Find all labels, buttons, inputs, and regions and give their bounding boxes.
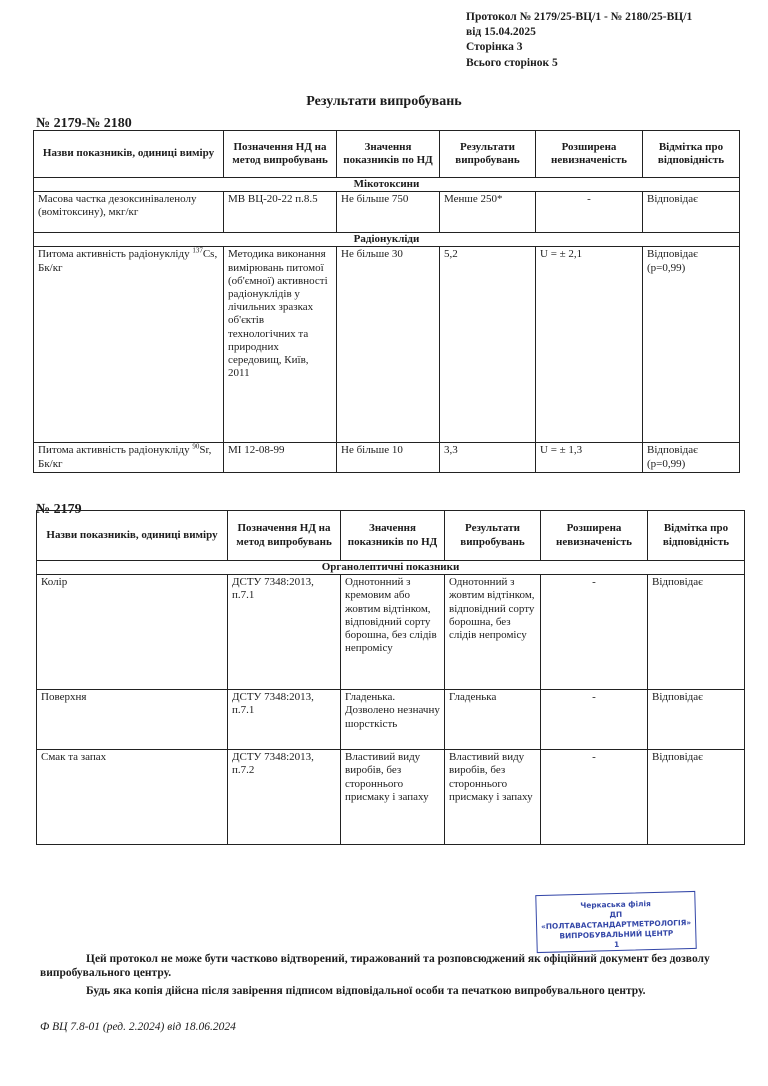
group-title-organoleptic: Органолептичні показники <box>37 561 745 575</box>
cell-method: ДСТУ 7348:2013, п.7.2 <box>228 750 341 845</box>
isotope-mass-number: 90 <box>192 442 200 451</box>
stamp-line-center: ВИПРОБУВАЛЬНИЙ ЦЕНТР <box>559 928 674 941</box>
group-row <box>34 233 740 247</box>
section-label-2179-2180: № 2179-№ 2180 <box>36 116 132 131</box>
table-header-row <box>34 131 740 178</box>
cell-uncertainty: U = ± 2,1 <box>536 247 643 443</box>
cell-result: 5,2 <box>440 247 536 443</box>
cell-method: Методика виконання вимірювань питомої (об'ємної) активності радіонуклідів у лічильних зразках об'єктів технологічних та природних середовищ, Київ, 2011 <box>224 247 337 443</box>
group-row <box>37 561 745 575</box>
cell-name-suffix: Cs, Бк/кг <box>38 248 218 274</box>
column-header-norm: Значення показників по НД <box>337 131 440 178</box>
cell-norm: Гладенька. Дозволено незначну шорсткість <box>341 690 445 750</box>
cell-uncertainty: - <box>536 192 643 233</box>
table-header-row <box>37 511 745 561</box>
cell-norm: Не більше 30 <box>337 247 440 443</box>
column-header-result: Результати випробувань <box>440 131 536 178</box>
cell-uncertainty: - <box>541 690 648 750</box>
cell-result: Гладенька <box>445 690 541 750</box>
cell-conformity: Відповідає <box>648 750 745 845</box>
column-header-uncertainty: Розширена невизначеність <box>541 511 648 561</box>
protocol-number: Протокол № 2179/25-ВЦ/1 - № 2180/25-ВЦ/1 <box>466 11 693 23</box>
cell-name <box>34 247 224 443</box>
cell-uncertainty: - <box>541 575 648 690</box>
column-header-conformity: Відмітка про відповідність <box>648 511 745 561</box>
footer-note-copy-validity: Будь яка копія дійсна після завірення підписом відповідальної особи та печаткою випробувального центру. <box>86 985 646 997</box>
cell-name: Масова частка дезоксиніваленолу (вомітоксину), мкг/кг <box>34 192 224 233</box>
cell-norm: Однотонний з кремовим або жовтим відтінком, відповідний сорту борошна, без слідів непромісу <box>341 575 445 690</box>
stamp-line-enterprise: ДП «ПОЛТАВАСТАНДАРТМЕТРОЛОГІЯ» <box>540 909 692 931</box>
cell-name-suffix: Sr, Бк/кг <box>38 444 212 470</box>
column-header-name: Назви показників, одиниці виміру <box>37 511 228 561</box>
cell-uncertainty: - <box>541 750 648 845</box>
stamp-line-number: 1 <box>613 939 620 949</box>
cell-norm: Властивий виду виробів, без стороннього присмаку і запаху <box>341 750 445 845</box>
table-row <box>37 690 745 750</box>
footer-note-reproduction: Цей протокол не може бути частково відтворений, тиражований та розповсюджений як офіційний документ без дозволу випробувального центру. <box>40 953 710 980</box>
cell-method: МВ ВЦ-20-22 п.8.5 <box>224 192 337 233</box>
form-code: Ф ВЦ 7.8-01 (ред. 2.2024) від 18.06.2024 <box>40 1021 236 1033</box>
column-header-uncertainty: Розширена невизначеність <box>536 131 643 178</box>
protocol-date: від 15.04.2025 <box>466 26 536 39</box>
results-table-1 <box>33 130 740 473</box>
cell-conformity: Відповідає <box>648 575 745 690</box>
cell-result: Менше 250* <box>440 192 536 233</box>
column-header-method: Позначення НД на метод випробувань <box>228 511 341 561</box>
cell-name <box>34 443 224 473</box>
cell-uncertainty: U = ± 1,3 <box>536 443 643 473</box>
cell-norm: Не більше 750 <box>337 192 440 233</box>
table-row <box>37 750 745 845</box>
page-title: Результати випробувань <box>306 94 462 109</box>
isotope-mass-number: 137 <box>192 246 203 255</box>
cell-conformity: Відповідає (р=0,99) <box>643 247 740 443</box>
group-title-mycotoxins: Мікотоксини <box>34 178 740 192</box>
cell-name-prefix: Питома активність радіонукліду <box>38 248 193 261</box>
protocol-header <box>466 10 692 71</box>
table-row <box>34 192 740 233</box>
table-row <box>34 443 740 473</box>
cell-result: 3,3 <box>440 443 536 473</box>
results-table-2 <box>36 510 745 845</box>
cell-name-prefix: Питома активність радіонукліду <box>38 444 193 457</box>
column-header-name: Назви показників, одиниці виміру <box>34 131 224 178</box>
group-row <box>34 178 740 192</box>
table-row <box>37 575 745 690</box>
cell-conformity: Відповідає (р=0,99) <box>643 443 740 473</box>
cell-conformity: Відповідає <box>643 192 740 233</box>
column-header-norm: Значення показників по НД <box>341 511 445 561</box>
section-label-2179: № 2179 <box>36 502 82 517</box>
cell-method: ДСТУ 7348:2013, п.7.1 <box>228 575 341 690</box>
column-header-conformity: Відмітка про відповідність <box>643 131 740 178</box>
cell-name: Колір <box>37 575 228 690</box>
cell-method: ДСТУ 7348:2013, п.7.1 <box>228 690 341 750</box>
total-pages: Всього сторінок 5 <box>466 56 558 69</box>
column-header-result: Результати випробувань <box>445 511 541 561</box>
cell-name: Поверхня <box>37 690 228 750</box>
group-title-radionuclides: Радіонукліди <box>34 233 740 247</box>
column-header-method: Позначення НД на метод випробувань <box>224 131 337 178</box>
cell-method: МІ 12-08-99 <box>224 443 337 473</box>
cell-conformity: Відповідає <box>648 690 745 750</box>
cell-name: Смак та запах <box>37 750 228 845</box>
page-number: Сторінка 3 <box>466 41 523 54</box>
stamp-line-branch: Черкаська філія <box>580 899 651 910</box>
testing-center-stamp <box>535 891 696 953</box>
table-row <box>34 247 740 443</box>
cell-result: Властивий виду виробів, без стороннього присмаку і запаху <box>445 750 541 845</box>
cell-norm: Не більше 10 <box>337 443 440 473</box>
cell-result: Однотонний з жовтим відтінком, відповідний сорту борошна, без слідів непромісу <box>445 575 541 690</box>
